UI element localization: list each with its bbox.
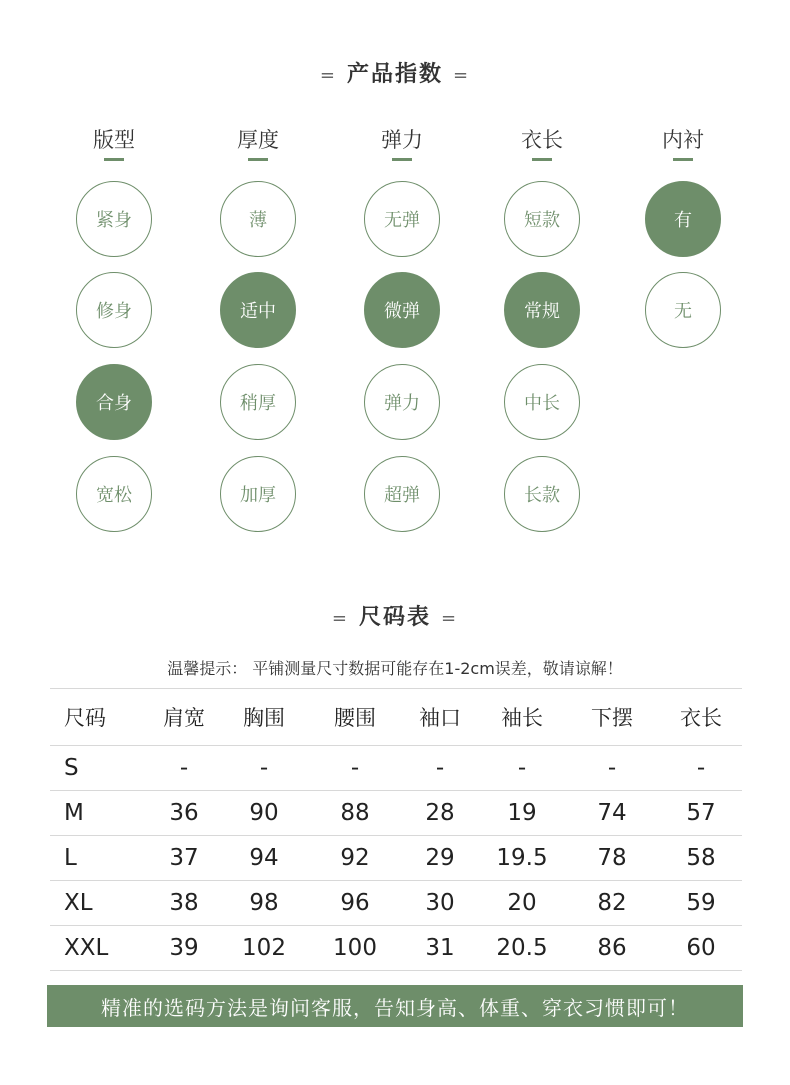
- index-option: 长款: [504, 456, 580, 532]
- table-row: [50, 926, 742, 971]
- measurement-cell: 98: [218, 881, 310, 926]
- size-label-cell: S: [50, 746, 150, 791]
- table-row: [50, 881, 742, 926]
- measurement-tip: 温馨提示： 平铺测量尺寸数据可能存在1-2cm误差，敬请谅解！: [167, 659, 623, 678]
- measurement-cell: 60: [660, 926, 742, 971]
- footer-text: 精准的选码方法是询问客服，告知身高、体重、穿衣习惯即可！: [101, 995, 689, 1020]
- heading-underline: [248, 158, 268, 161]
- index-option: 修身: [76, 272, 152, 348]
- table-row: [50, 746, 742, 791]
- index-option: 无弹: [364, 181, 440, 257]
- measurement-cell: 20: [480, 881, 564, 926]
- measurement-cell: 20.5: [480, 926, 564, 971]
- measurement-cell: 90: [218, 791, 310, 836]
- measurement-cell: 88: [310, 791, 400, 836]
- measurement-cell: 100: [310, 926, 400, 971]
- index-option: 宽松: [76, 456, 152, 532]
- index-column-heading: 衣长: [521, 128, 563, 152]
- title-deco-left: =: [331, 608, 349, 629]
- index-option: 弹力: [364, 364, 440, 440]
- index-option-selected: 合身: [76, 364, 152, 440]
- measurement-cell: 19: [480, 791, 564, 836]
- index-option: 超弹: [364, 456, 440, 532]
- measurement-cell: -: [480, 746, 564, 791]
- measurement-cell: -: [310, 746, 400, 791]
- size-table-header: [50, 689, 742, 746]
- measurement-cell: 36: [150, 791, 218, 836]
- measurement-cell: 30: [400, 881, 480, 926]
- table-row: [50, 791, 742, 836]
- measurement-cell: -: [400, 746, 480, 791]
- title-deco-right: =: [441, 608, 459, 629]
- measurement-cell: 57: [660, 791, 742, 836]
- size-table-column-header: 袖口: [400, 689, 480, 746]
- index-option: 紧身: [76, 181, 152, 257]
- measurement-cell: 38: [150, 881, 218, 926]
- size-table: [50, 688, 742, 971]
- measurement-cell: -: [660, 746, 742, 791]
- size-label-cell: XXL: [50, 926, 150, 971]
- measurement-cell: 59: [660, 881, 742, 926]
- index-option: 稍厚: [220, 364, 296, 440]
- size-table-column-header: 尺码: [50, 689, 150, 746]
- index-option-selected: 常规: [504, 272, 580, 348]
- table-row: [50, 836, 742, 881]
- size-table-column-header: 腰围: [310, 689, 400, 746]
- index-column-heading: 内衬: [662, 128, 704, 152]
- index-option-selected: 微弹: [364, 272, 440, 348]
- measurement-cell: 86: [564, 926, 660, 971]
- heading-underline: [104, 158, 124, 161]
- index-option-selected: 适中: [220, 272, 296, 348]
- title-deco-left: =: [319, 65, 337, 86]
- measurement-cell: 102: [218, 926, 310, 971]
- index-option: 加厚: [220, 456, 296, 532]
- measurement-cell: 58: [660, 836, 742, 881]
- index-option: 无: [645, 272, 721, 348]
- measurement-cell: -: [218, 746, 310, 791]
- measurement-cell: 31: [400, 926, 480, 971]
- index-column-heading: 厚度: [237, 128, 279, 152]
- footer-banner: [47, 985, 743, 1027]
- size-table-column-header: 衣长: [660, 689, 742, 746]
- measurement-cell: 39: [150, 926, 218, 971]
- heading-underline: [392, 158, 412, 161]
- index-column-heading: 版型: [93, 128, 135, 152]
- measurement-cell: 19.5: [480, 836, 564, 881]
- measurement-cell: 92: [310, 836, 400, 881]
- measurement-cell: 94: [218, 836, 310, 881]
- size-label-cell: L: [50, 836, 150, 881]
- measurement-cell: 96: [310, 881, 400, 926]
- heading-underline: [673, 158, 693, 161]
- measurement-cell: 28: [400, 791, 480, 836]
- size-table-column-header: 下摆: [564, 689, 660, 746]
- size-chart-title-text: 尺码表: [358, 605, 431, 630]
- product-index-title-text: 产品指数: [346, 62, 443, 87]
- measurement-cell: -: [564, 746, 660, 791]
- size-chart-title: [0, 600, 790, 631]
- heading-underline: [532, 158, 552, 161]
- product-index-title: [0, 57, 790, 88]
- index-option: 短款: [504, 181, 580, 257]
- index-column-heading: 弹力: [381, 128, 423, 152]
- size-label-cell: M: [50, 791, 150, 836]
- measurement-cell: 29: [400, 836, 480, 881]
- title-deco-right: =: [453, 65, 471, 86]
- measurement-cell: 82: [564, 881, 660, 926]
- measurement-cell: -: [150, 746, 218, 791]
- measurement-cell: 78: [564, 836, 660, 881]
- size-table-column-header: 袖长: [480, 689, 564, 746]
- size-label-cell: XL: [50, 881, 150, 926]
- size-table-column-header: 肩宽: [150, 689, 218, 746]
- size-table-column-header: 胸围: [218, 689, 310, 746]
- index-option: 中长: [504, 364, 580, 440]
- measurement-cell: 74: [564, 791, 660, 836]
- index-option-selected: 有: [645, 181, 721, 257]
- measurement-cell: 37: [150, 836, 218, 881]
- index-option: 薄: [220, 181, 296, 257]
